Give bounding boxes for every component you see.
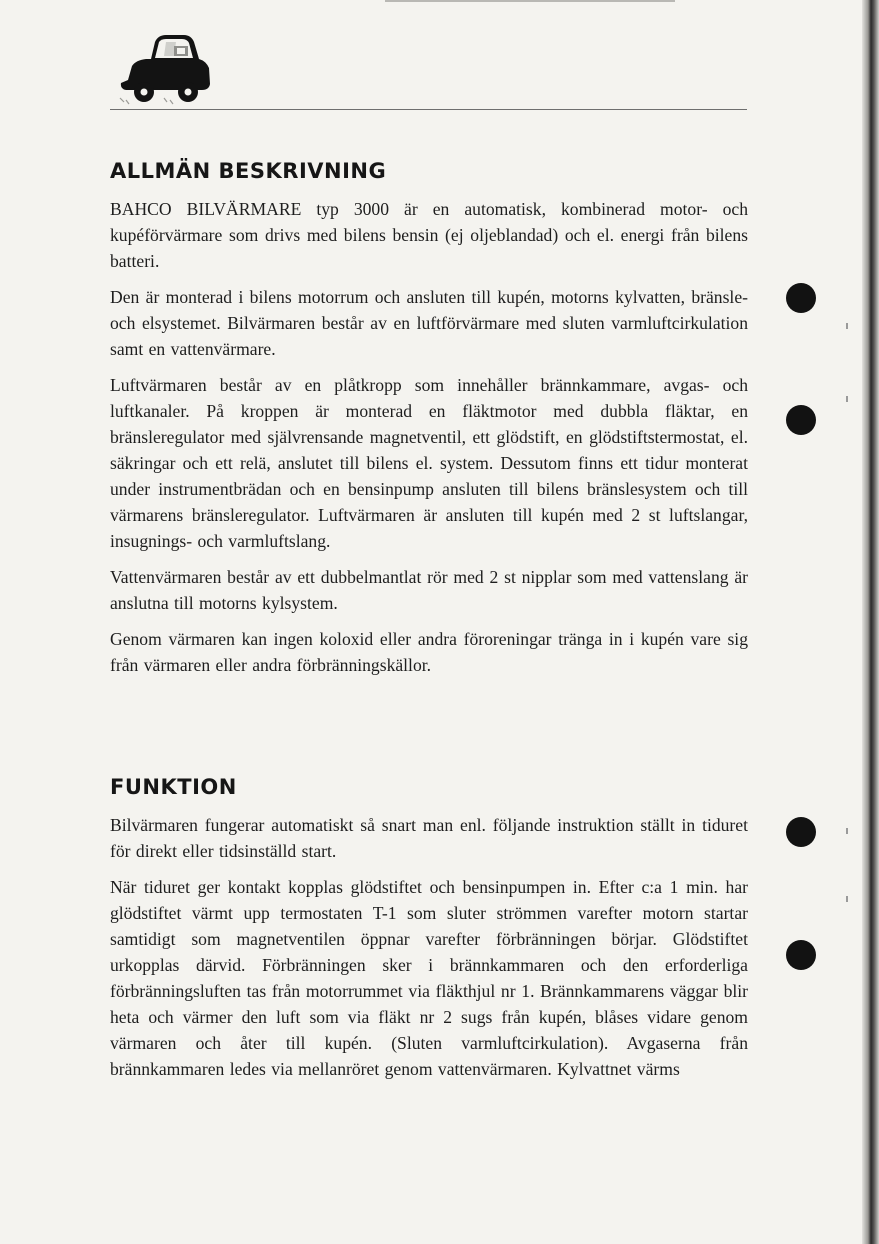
scan-top-edge: [385, 0, 675, 2]
section-heading-general: ALLMÄN BESKRIVNING: [110, 159, 387, 183]
punch-hole: [786, 940, 816, 970]
scan-mark: [846, 323, 848, 329]
paragraph: Bilvärmaren fungerar automatiskt så snart man enl. följande instruktion ställt in tiduret för direkt eller tidsinställd start.: [110, 815, 748, 861]
section-body-general: [110, 196, 748, 688]
paragraph: BAHCO BILVÄRMARE typ 3000 är en automatisk, kombinerad motor- och kupéförvärmare som drivs med bilens bensin (ej oljeblandad) och el. energi från bilens batteri.: [110, 199, 748, 271]
paragraph: Luftvärmaren består av en plåtkropp som innehåller brännkammare, avgas- och luftkanaler. På kroppen är monterad en fläktmotor med dubbla fläktar, en bränsleregulator med självrensande magnetventil, ett glödstift, en glödstiftstermostat, el. säkringar och ett relä, anslutet till bilens el. system. Dessutom finns ett tidur monterat under instrumentbrädan och en bensinpump ansluten till bilens bränslesystem och till värmarens bränsleregulator. Luftvärmaren är ansluten till kupén med 2 st luftslangar, insugnings- och varmluftslang.: [110, 375, 748, 551]
binder-edge: [862, 0, 879, 1244]
header-rule: [110, 109, 747, 110]
paragraph: När tiduret ger kontakt kopplas glödstiftet och bensinpumpen in. Efter c:a 1 min. har glödstiftet värmt upp termostaten T-1 som sluter strömmen varefter motorn startar samtidigt som magnetventilen öppnar varefter förbränningen börjar. Glödstiftet urkopplas därvid. Förbränningen sker i brännkammaren och den erforderliga förbränningsluften tas från motorrummet via fläkthjul nr 1. Brännkammarens väggar blir heta och värmer den luft som via fläkt nr 2 sugs från kupén, blåses vidare genom värmaren och åter till kupén. (Sluten varmluftcirkulation). Avgaserna från brännkammaren ledes via mellanröret genom vattenvärmaren. Kylvattnet värms: [110, 877, 748, 1079]
scan-mark: [846, 396, 848, 402]
paragraph: Vattenvärmaren består av ett dubbelmantlat rör med 2 st nipplar som med vattenslang är anslutna till motorns kylsystem.: [110, 567, 748, 613]
section-body-function: [110, 812, 748, 1092]
punch-hole: [786, 283, 816, 313]
car-heater-logo-icon: [114, 28, 214, 110]
paragraph: Den är monterad i bilens motorrum och ansluten till kupén, motorns kylvatten, bränsle- och elsystemet. Bilvärmaren består av en luftförvärmare med sluten varmluftcirkulation samt en vattenvärmare.: [110, 287, 748, 359]
paragraph: Genom värmaren kan ingen koloxid eller andra föroreningar tränga in i kupén vare sig från värmaren eller andra förbränningskällor.: [110, 629, 748, 675]
section-heading-function: FUNKTION: [110, 775, 237, 799]
scan-mark: [846, 896, 848, 902]
scan-mark: [846, 828, 848, 834]
punch-hole: [786, 405, 816, 435]
punch-hole: [786, 817, 816, 847]
